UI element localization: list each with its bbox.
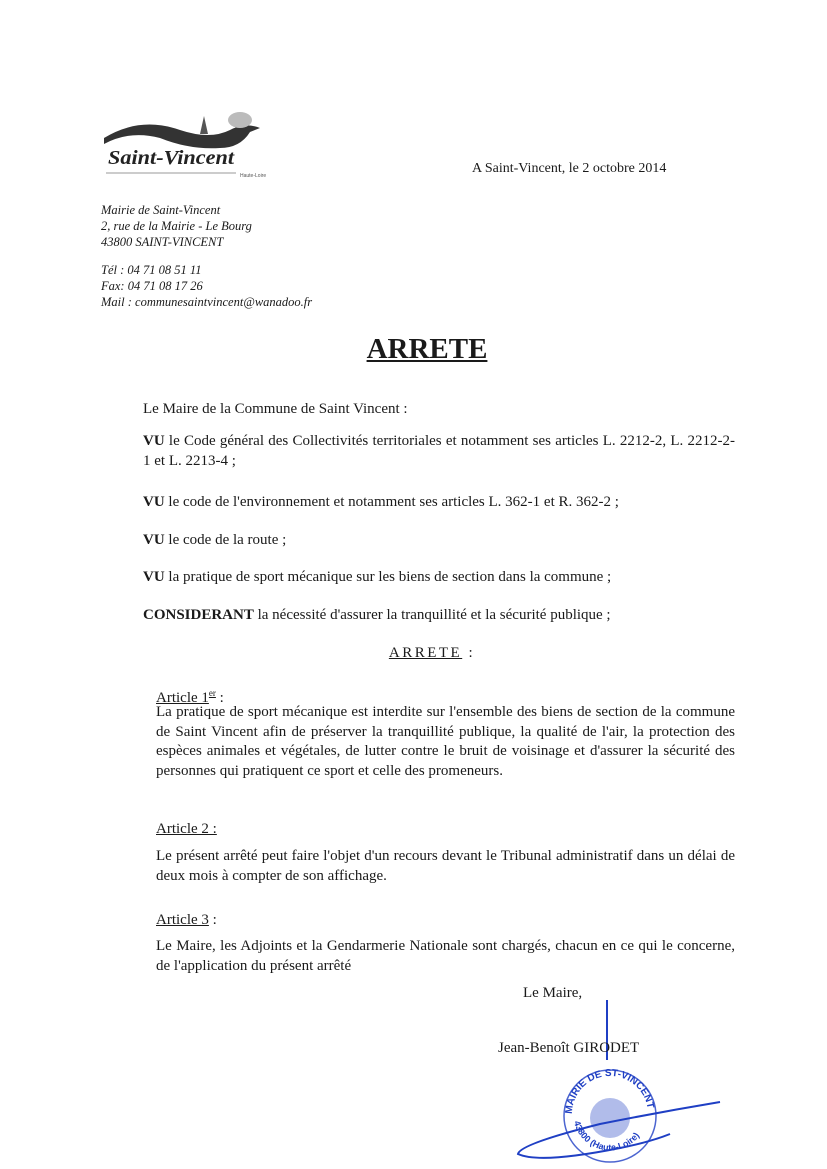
address-line: 43800 SAINT-VINCENT <box>101 235 224 249</box>
vu-text: le code de la route ; <box>164 532 287 548</box>
article-2-text: Le présent arrêté peut faire l'objet d'un recours devant le Tribunal administratif dans un délai de deux mois à compter de son affichage. <box>156 848 735 884</box>
considerant-text: la nécessité d'assurer la tranquillité et la sécurité publique ; <box>253 607 611 623</box>
page-title: ARRETE <box>366 333 488 365</box>
address-line: 2, rue de la Mairie - Le Bourg <box>101 219 252 233</box>
article-colon: : <box>215 690 224 706</box>
saint-vincent-logo <box>100 108 272 180</box>
svg-text:Haute-Loire: Haute-Loire <box>240 173 267 179</box>
vu-clause <box>143 493 735 513</box>
arrete-heading-text: ARRETE <box>388 645 463 661</box>
vu-lead: VU <box>143 532 165 548</box>
article-3-title <box>156 911 735 931</box>
considerant-clause <box>143 606 735 626</box>
vu-clause <box>143 531 735 551</box>
vu-clause <box>143 568 735 588</box>
mairie-stamp-and-signature <box>510 1062 730 1167</box>
phone: Tél : 04 71 08 51 11 <box>101 263 202 277</box>
vu-text: la pratique de sport mécanique sur les biens de section dans la commune ; <box>164 569 612 585</box>
arrete-colon: : <box>468 645 476 661</box>
article-2-title <box>156 820 735 840</box>
vu-text: le code de l'environnement et notamment ses articles L. 362-1 et R. 362-2 ; <box>164 494 619 510</box>
article-colon: : <box>208 912 217 928</box>
article-sup: er <box>208 688 216 698</box>
mairie-address <box>101 202 252 250</box>
email: Mail : communesaintvincent@wanadoo.fr <box>101 295 313 309</box>
signatory-name: Jean-Benoît GIRODET <box>498 1040 640 1056</box>
address-line: Mairie de Saint-Vincent <box>101 203 221 217</box>
article-title-text: Article 2 : <box>156 821 217 837</box>
contact-info <box>101 262 312 310</box>
intro: Le Maire de la Commune de Saint Vincent : <box>143 401 408 417</box>
article-1-text: La pratique de sport mécanique est interdite sur l'ensemble des biens de section de la commune de Saint Vincent afin de préserver la tranquillité publique, la qualité de l'air, la protection des espèces animales et végétales, de lutter contre le bruit de voisinage et d'assurer la sécurité des personnes qui pratiquent ce sport et celle des promeneurs. <box>156 704 735 779</box>
article-title-text: Article 3 <box>156 912 209 928</box>
vu-lead: VU <box>143 494 165 510</box>
considerant-lead: CONSIDERANT <box>143 607 254 623</box>
vu-text: le Code général des Collectivités territoriales et notamment ses articles L. 2212-2, L. 2212-2-1 et L. 2213-4 ; <box>143 433 735 469</box>
svg-text:Saint-Vincent: Saint-Vincent <box>108 147 236 169</box>
arrete-heading <box>0 645 827 662</box>
article-3-text: Le Maire, les Adjoints et la Gendarmerie Nationale sont chargés, chacun en ce qui le concerne, de l'application du présent arrêté <box>156 938 735 974</box>
document-date: A Saint-Vincent, le 2 octobre 2014 <box>472 161 667 176</box>
vu-lead: VU <box>143 433 165 449</box>
fax: Fax: 04 71 08 17 26 <box>101 279 203 293</box>
svg-text:43800 (Haute-Loire): 43800 (Haute-Loire) <box>571 1119 642 1153</box>
svg-text:MAIRIE DE ST-VINCENT: MAIRIE DE ST-VINCENT <box>563 1067 656 1115</box>
vu-lead: VU <box>143 569 165 585</box>
signature-role: Le Maire, <box>523 985 583 1001</box>
vu-clause <box>143 432 735 471</box>
article-title-text: Article 1 <box>156 690 209 706</box>
